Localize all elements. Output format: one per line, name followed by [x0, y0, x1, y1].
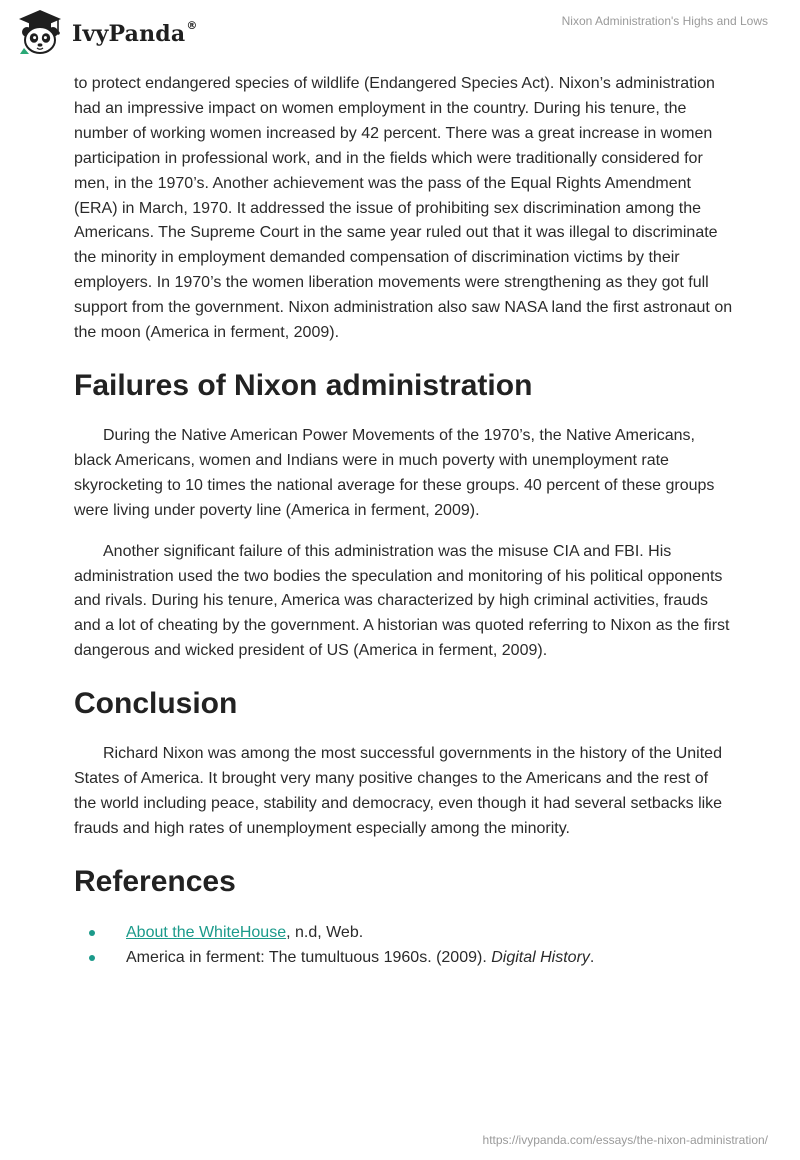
- brand-name: IvyPanda®: [72, 19, 198, 47]
- document-title: Nixon Administration's Highs and Lows: [561, 14, 768, 28]
- panda-graduate-icon: [14, 8, 66, 58]
- references-heading: References: [74, 864, 236, 898]
- reference-text: America in ferment: The tumultuous 1960s. (2009).: [126, 948, 492, 966]
- reference-journal: Digital History: [491, 948, 590, 966]
- reference-suffix: , n.d, Web.: [286, 923, 364, 941]
- page-header: [0, 0, 800, 70]
- references-list: [74, 920, 734, 970]
- reference-link-whitehouse[interactable]: About the WhiteHouse: [126, 923, 287, 941]
- conclusion-heading: Conclusion: [74, 687, 238, 721]
- brand-logo[interactable]: [14, 8, 198, 58]
- bullet-icon: [89, 930, 95, 936]
- failures-heading: Failures of Nixon administration: [74, 368, 533, 402]
- failures-paragraph-2: Another significant failure of this administration was the misuse CIA and FBI. His administration used the two bodies the speculation and monitoring of his political opponents and rivals. During his tenure, America was characterized by high criminal activities, frauds and a lot of cheating by the government. A historian was quoted referring to Nixon as the first dangerous and wicked president of US (America in ferment, 2009).: [74, 542, 730, 660]
- conclusion-paragraph: Richard Nixon was among the most successful governments in the history of the United States of America. It brought very many positive changes to the Americans and the rest of the world including peace, stability and democracy, even though it had several setbacks like frauds and high rates of unemployment especially among the minority.: [74, 745, 723, 837]
- failures-paragraph-1: During the Native American Power Movements of the 1970’s, the Native Americans, black Americans, women and Indians were in much poverty with unemployment rate skyrocketing to 10 times the national average for these groups. 40 percent of these groups were living under poverty line (America in ferment, 2009).: [74, 426, 715, 519]
- bullet-icon: [89, 955, 95, 961]
- reference-item: [74, 920, 734, 945]
- registered-mark: ®: [186, 19, 198, 32]
- intro-paragraph: to protect endangered species of wildlife (Endangered Species Act). Nixon’s administration had an impressive impact on women employment in the country. During his tenure, the number of working women increased by 42 percent. There was a great increase in women participation in professional work, and in the fields which were traditionally considered for men, in the 1970’s. Another achievement was the pass of the Equal Rights Amendment (ERA) in March, 1970. It addressed the issue of prohibiting sex discrimination among the Americans. The Supreme Court in the same year ruled out that it was illegal to discriminate the minority in employment demanded compensation of discrimination victims by their employers. In 1970’s the women liberation movements were strengthening as they got full support from the government. Nixon administration also saw NASA land the first astronaut on the moon (America in ferment, 2009).: [74, 75, 733, 342]
- essay-content: [74, 72, 734, 970]
- reference-end: .: [589, 948, 595, 966]
- reference-item: [74, 945, 734, 970]
- source-url: https://ivypanda.com/essays/the-nixon-administration/: [482, 1133, 768, 1147]
